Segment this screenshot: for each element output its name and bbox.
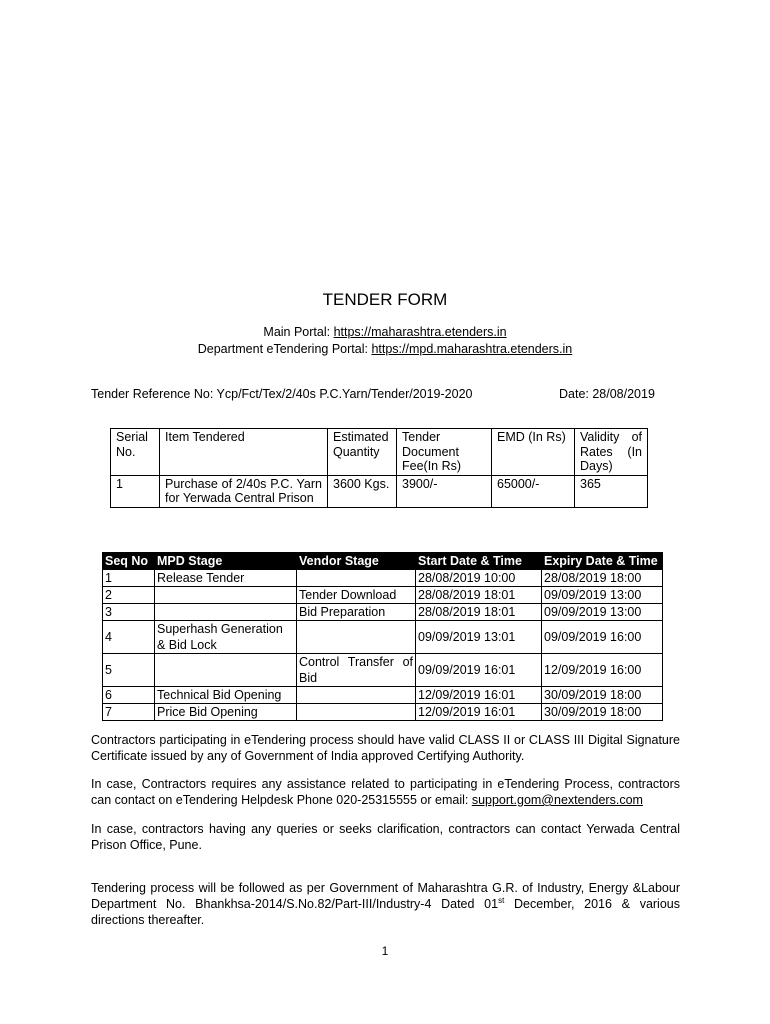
seq-no: 6 (103, 687, 155, 704)
cell-serial-no: 1 (111, 475, 160, 507)
mpd-stage (155, 654, 297, 687)
helpdesk-paragraph (91, 776, 680, 808)
schedule-row (103, 654, 663, 687)
schedule-table (102, 552, 663, 721)
item-table (110, 428, 648, 508)
mpd-stage: Superhash Generation & Bid Lock (155, 621, 297, 654)
vendor-stage: Control Transfer of Bid (297, 654, 416, 687)
cell-item-tendered: Purchase of 2/40s P.C. Yarn for Yerwada Central Prison (160, 475, 328, 507)
schedule-row (103, 687, 663, 704)
expiry-date: 30/09/2019 18:00 (542, 704, 663, 721)
header-estimated-quantity: Estimated Quantity (328, 429, 397, 476)
helpdesk-email-link[interactable]: support.gom@nextenders.com (471, 793, 643, 807)
header-emd: EMD (In Rs) (492, 429, 575, 476)
seq-no: 2 (103, 587, 155, 604)
header-start-date: Start Date & Time (416, 553, 542, 570)
seq-no: 5 (103, 654, 155, 687)
mpd-stage (155, 604, 297, 621)
seq-no: 4 (103, 621, 155, 654)
main-portal-line (0, 325, 770, 339)
header-mpd-stage: MPD Stage (155, 553, 297, 570)
vendor-stage: Tender Download (297, 587, 416, 604)
tender-reference: Tender Reference No: Ycp/Fct/Tex/2/40s P.C.Yarn/Tender/2019-2020 (91, 387, 473, 401)
item-table-header-row (111, 429, 648, 476)
seq-no: 7 (103, 704, 155, 721)
header-serial-no: Serial No. (111, 429, 160, 476)
header-expiry-date: Expiry Date & Time (542, 553, 663, 570)
vendor-stage: Bid Preparation (297, 604, 416, 621)
schedule-row (103, 604, 663, 621)
dsc-paragraph: Contractors participating in eTendering process should have valid CLASS II or CLASS III Digital Signature Certificate issued by any of Government of India approved Certifying Authority. (91, 733, 680, 763)
header-vendor-stage: Vendor Stage (297, 553, 416, 570)
vendor-stage (297, 570, 416, 587)
schedule-row (103, 587, 663, 604)
start-date: 12/09/2019 16:01 (416, 704, 542, 721)
mpd-stage: Price Bid Opening (155, 704, 297, 721)
schedule-row (103, 621, 663, 654)
gr-text-part2: December, 2016 & various directions thereafter. (91, 897, 680, 927)
item-table-row (111, 475, 648, 507)
gr-text-part1: Tendering process will be followed as per Government of Maharashtra G.R. of Industry, Energy &Labour Department No. Bhankhsa-2014/S.No.82/Part-III/Industry-4 Dated 01 (91, 881, 680, 911)
start-date: 12/09/2019 16:01 (416, 687, 542, 704)
cell-estimated-quantity: 3600 Kgs. (328, 475, 397, 507)
queries-paragraph: In case, contractors having any queries or seeks clarification, contractors can contact Yerwada Central Prison Office, Pune. (91, 822, 680, 852)
schedule-row (103, 570, 663, 587)
page-number: 1 (381, 944, 389, 958)
mpd-stage: Technical Bid Opening (155, 687, 297, 704)
header-document-fee: Tender Document Fee(In Rs) (397, 429, 492, 476)
start-date: 28/08/2019 10:00 (416, 570, 542, 587)
header-seq-no: Seq No (103, 553, 155, 570)
cell-document-fee: 3900/- (397, 475, 492, 507)
start-date: 09/09/2019 16:01 (416, 654, 542, 687)
start-date: 28/08/2019 18:01 (416, 604, 542, 621)
tender-date: Date: 28/08/2019 (559, 387, 655, 401)
header-item-tendered: Item Tendered (160, 429, 328, 476)
expiry-date: 09/09/2019 13:00 (542, 587, 663, 604)
page-title: TENDER FORM (322, 290, 448, 309)
vendor-stage (297, 704, 416, 721)
schedule-header-row (103, 553, 663, 570)
department-portal-link[interactable]: https://mpd.maharashtra.etenders.in (371, 342, 573, 356)
expiry-date: 30/09/2019 18:00 (542, 687, 663, 704)
gr-paragraph (91, 880, 680, 928)
expiry-date: 09/09/2019 13:00 (542, 604, 663, 621)
start-date: 28/08/2019 18:01 (416, 587, 542, 604)
helpdesk-text: In case, Contractors requires any assistance related to participating in eTendering Process, contractors can contact on eTendering Helpdesk Phone 020-25315555 or email: (91, 777, 680, 807)
expiry-date: 09/09/2019 16:00 (542, 621, 663, 654)
mpd-stage: Release Tender (155, 570, 297, 587)
header-validity: Validity of Rates (In Days) (575, 429, 648, 476)
vendor-stage (297, 687, 416, 704)
expiry-date: 28/08/2019 18:00 (542, 570, 663, 587)
main-portal-label: Main Portal: (263, 325, 334, 339)
schedule-row (103, 704, 663, 721)
cell-emd: 65000/- (492, 475, 575, 507)
expiry-date: 12/09/2019 16:00 (542, 654, 663, 687)
vendor-stage (297, 621, 416, 654)
department-portal-label: Department eTendering Portal: (197, 342, 372, 356)
department-portal-line (0, 342, 770, 356)
gr-superscript: st (498, 895, 505, 905)
seq-no: 3 (103, 604, 155, 621)
cell-validity: 365 (575, 475, 648, 507)
start-date: 09/09/2019 13:01 (416, 621, 542, 654)
main-portal-link[interactable]: https://maharashtra.etenders.in (333, 325, 507, 339)
seq-no: 1 (103, 570, 155, 587)
mpd-stage (155, 587, 297, 604)
